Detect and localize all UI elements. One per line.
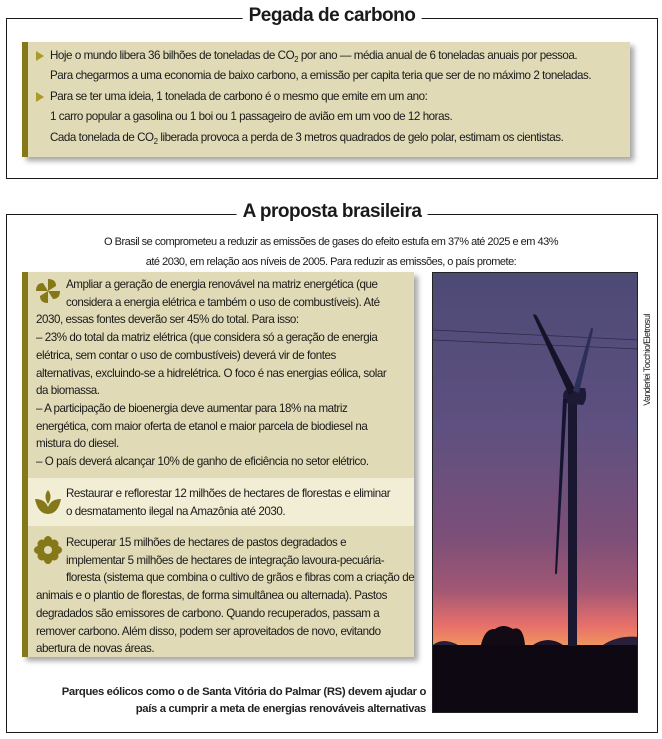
fact-line	[36, 128, 624, 148]
proposal-item-reforestation	[28, 478, 414, 526]
item-text-line: remover carbono. Além disso, podem ser aproveitados de novo, evitando	[36, 624, 381, 638]
caption-line: Parques eólicos como o de Santa Vitória do Palmar (RS) devem ajudar o	[61, 686, 426, 698]
item-text-line: elétrica, sem contar o uso de combustíveis) deverá vir de fontes	[36, 348, 336, 362]
item-text-line: – 23% do total da matriz elétrica (que considera só a geração de energia	[36, 331, 378, 345]
pinwheel-icon	[34, 277, 62, 305]
item-text-line: – A participação de bioenergia deve aumentar para 18% na matriz	[36, 401, 348, 415]
fact-line	[36, 107, 624, 127]
item-text-line: floresta (sistema que combina o cultivo de grãos e fibras com a criação de	[66, 571, 415, 585]
proposal-intro	[0, 232, 662, 272]
fact-text: Para chegarmos a uma economia de baixo carbono, a emissão per capita teria que ser de no máximo 2 toneladas.	[50, 69, 592, 83]
fact-line	[36, 46, 624, 66]
photo-credit	[640, 300, 654, 420]
item-text-line: Restaurar e reflorestar 12 milhões de hectares de florestas e eliminar	[66, 487, 391, 500]
item-text-line: animais e o plantio de florestas, de forma simultânea ou alternada). Pastos	[36, 589, 387, 603]
subscript: 2	[153, 136, 158, 146]
proposal-list	[22, 272, 414, 657]
fact-text: Para se ter uma ideia, 1 tonelada de carbono é o mesmo que emite em um ano:	[50, 89, 428, 103]
item-text-line: abertura de novas áreas.	[36, 642, 155, 656]
item-text-line: mistura do diesel.	[36, 437, 119, 451]
fact-line	[36, 87, 624, 107]
triangle-bullet-icon	[36, 51, 44, 61]
item-text-line: Ampliar a geração de energia renovável na matriz energética (que	[66, 278, 378, 291]
fact-text: Cada tonelada de CO	[50, 130, 154, 144]
triangle-bullet-icon	[36, 92, 44, 102]
sprout-icon	[34, 488, 62, 516]
fact-text: por ano — média anual de 6 toneladas anuais por pessoa.	[298, 49, 578, 62]
subscript: 2	[294, 55, 299, 64]
fact-text: Hoje o mundo libera 36 bilhões de toneladas de CO	[50, 49, 295, 62]
carbon-footprint-box	[22, 42, 630, 157]
section-title-carbon-footprint: Pegada de carbono	[243, 5, 422, 27]
item-text-line: 2030, essas fontes deverão ser 45% do total. Para isso:	[36, 313, 299, 327]
photo-credit-text: Vanderlei Tocchio/Eletrosul	[642, 314, 652, 406]
photo-caption	[62, 684, 426, 718]
item-text-line: – O país deverá alcançar 10% de ganho de eficiência no setor elétrico.	[36, 455, 369, 469]
item-text-line: o desmatamento ilegal na Amazônia até 2030.	[66, 504, 286, 518]
item-text-line: alternativas, excluindo-se a hidrelétrica. O foco é nas energias eólica, solar	[36, 366, 387, 380]
item-text-line: da biomassa.	[36, 384, 100, 398]
wind-turbine-photo	[432, 272, 638, 713]
intro-line: até 2030, em relação aos níveis de 2005. Para reduzir as emissões, o país promete:	[145, 256, 517, 268]
intro-line: O Brasil se comprometeu a reduzir as emissões de gases do efeito estufa em 37% até 2025 e em 43%	[104, 236, 558, 248]
item-text-line: degradados são emissores de carbono. Quando recuperados, passam a	[36, 606, 380, 620]
caption-line: país a cumprir a meta de energias renováveis alternativas	[135, 703, 426, 715]
item-text-line: Recuperar 15 milhões de hectares de pastos degradados e	[66, 536, 347, 549]
item-text-line: considera a energia elétrica e também o uso de combustíveis). Até	[66, 295, 380, 309]
flower-icon	[34, 536, 62, 564]
fact-text: liberada provoca a perda de 3 metros quadrados de gelo polar, estimam os cientistas.	[157, 130, 564, 144]
proposal-item-pastures	[28, 526, 414, 657]
fact-text: 1 carro popular a gasolina ou 1 boi ou 1 passageiro de avião em um voo de 12 horas.	[50, 110, 453, 124]
wind-turbine-sunset-image	[433, 273, 638, 713]
item-text-line: energética, com maior oferta de etanol e maior parcela de biodiesel na	[36, 419, 368, 433]
fact-line	[36, 66, 624, 86]
section-title-brazilian-proposal: A proposta brasileira	[237, 201, 428, 223]
item-text-line: implementar 5 milhões de hectares de integração lavoura-pecuária-	[66, 553, 385, 567]
proposal-item-renewable-energy	[28, 272, 414, 478]
